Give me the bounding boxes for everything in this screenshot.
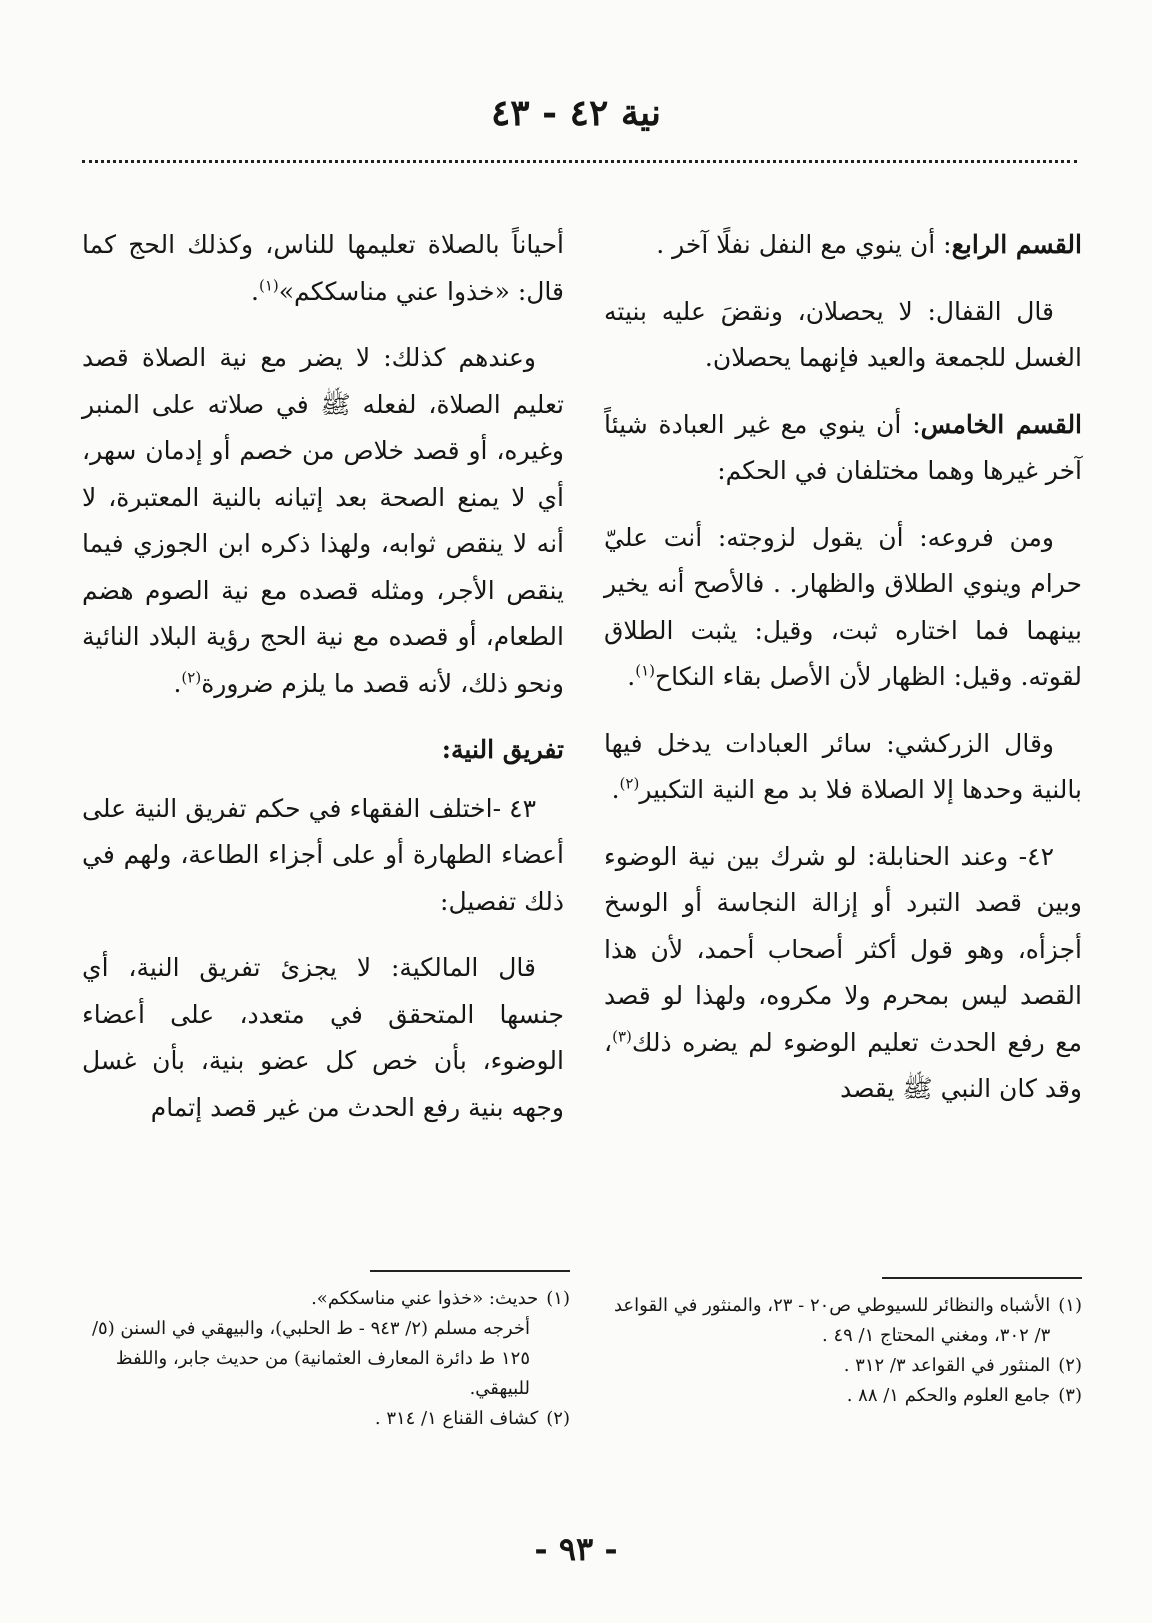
paragraph-ikhtalafa: ٤٣ -اختلف الفقهاء في حكم تفريق النية على أعضاء الطهارة أو على أجزاء الطاعة، ولهم في ذلك تفصيل:	[82, 793, 564, 916]
paragraph-text: وقال الزركشي: سائر العبادات يدخل فيها بالنية وحدها إلا الصلاة فلا بد مع النية التكبير	[604, 728, 1082, 804]
paragraph-text: ومن فروعه: أن يقول لزوجته: أنت عليّ حرام وينوي الطلاق والظهار. . فالأصح أنه يخير بينهما فما اختاره ثبت، وقيل: يثبت الطلاق لقوته. وقيل: الظهار لأن الأصل بقاء النكاح	[604, 522, 1082, 691]
footnote-text: حديث: «خذوا عني مناسككم».	[311, 1288, 539, 1309]
paragraph-qism-rabi	[604, 222, 1082, 269]
footnote-number: (١)	[546, 1288, 570, 1309]
footnote-ref: (٣)	[612, 1027, 632, 1046]
section-label: القسم الخامس	[920, 409, 1083, 439]
paragraph-end: ، وقد كان النبي ﷺ يقصد	[604, 1027, 1082, 1103]
page-number: - ٩٣ -	[534, 1530, 618, 1568]
right-column	[604, 222, 1082, 1133]
paragraph-end: .	[611, 775, 620, 804]
footnote-continuation: أخرجه مسلم (٢/ ٩٤٣ - ط الحلبي)، والبيهقي في السنن (٥/ ١٢٥ ط دائرة المعارف العثمانية) من حديث جابر، واللفظ للبيهقي.	[91, 1318, 530, 1399]
paragraph-end: .	[627, 662, 636, 691]
footnote-text: كشاف القناع ١/ ٣١٤ .	[374, 1408, 539, 1429]
footnotes-right	[604, 1277, 1082, 1411]
paragraph-text: : أن ينوي مع غير العبادة شيئاً آخر غيرها وهما مختلفان في الحكم:	[604, 409, 1082, 485]
footnote-text: جامع العلوم والحكم ١/ ٨٨ .	[846, 1385, 1051, 1406]
footnote-ref: (١)	[258, 276, 279, 295]
footnotes-left	[82, 1270, 570, 1434]
footnote-text: الأشباه والنظائر للسيوطي ص٢٠ - ٢٣، والمنثور في القواعد ٣/ ٣٠٢، ومغني المحتاج ١/ ٤٩ .	[613, 1295, 1051, 1346]
footnote-ref: (٢)	[181, 668, 202, 687]
paragraph-text: ٤٢- وعند الحنابلة: لو شرك بين نية الوضوء وبين قصد التبرد أو إزالة النجاسة أو الوسخ أجزأه، وهو قول أكثر أصحاب أحمد، لأن هذا القصد ليس بمحرم ولا مكروه، ولهذا لو قصد مع رفع الحدث تعليم الوضوء لم يضره ذلك	[604, 841, 1082, 1057]
footnote-ref: (٢)	[619, 774, 640, 793]
paragraph-malikiyya: قال المالكية: لا يجزئ تفريق النية، أي جنسها المتحقق في متعدد، على أعضاء الوضوء، بأن خص كل عضو بنية، بأن غسل وجهه بنية رفع الحدث من غير قصد إتمام	[82, 953, 564, 1122]
footnote-rule	[370, 1270, 570, 1272]
footnote-text: المنثور في القواعد ٣/ ٣١٢ .	[843, 1355, 1051, 1376]
header-dotted-rule	[82, 160, 1077, 163]
paragraph-text: أحياناً بالصلاة تعليمها للناس، وكذلك الحج كما قال: «خذوا عني مناسككم»	[82, 230, 564, 306]
paragraph-qaffal: قال القفال: لا يحصلان، ونقضَ عليه بنيته الغسل للجمعة والعيد فإنهما يحصلان.	[604, 296, 1082, 372]
footnote-item	[604, 1381, 1082, 1411]
paragraph-zarkashi	[604, 721, 1082, 814]
paragraph-text: وعندهم كذلك: لا يضر مع نية الصلاة قصد تعليم الصلاة، لفعله ﷺ في صلاته على المنبر وغيره، أو قصد خلاص من خصم أو إدمان سهر، أي لا يمنع الصحة بعد إتيانه بالنية المعتبرة، لا أنه لا ينقص ثوابه، ولهذا ذكره ابن الجوزي فيما ينقص الأجر، ومثله قصده مع نية الصوم هضم الطعام، أو قصده مع نية الحج رؤية البلاد النائية ونحو ذلك، لأنه قصد ما يلزم ضرورة	[82, 343, 564, 698]
footnote-number: (١)	[1058, 1295, 1082, 1316]
footnote-rule	[882, 1277, 1082, 1279]
page-header-title: نية ٤٢ - ٤٣	[490, 92, 662, 134]
section-heading: تفريق النية:	[441, 735, 564, 764]
footnote-number: (٢)	[546, 1408, 570, 1429]
paragraph-qism-khamis	[604, 402, 1082, 495]
footnote-number: (٣)	[1058, 1385, 1082, 1406]
paragraph-end: .	[251, 276, 259, 306]
paragraph-hanabila	[604, 834, 1082, 1113]
footnote-ref: (١)	[635, 661, 655, 680]
footnote-number: (٢)	[1058, 1355, 1082, 1376]
left-column	[82, 222, 564, 1151]
paragraph-furuih	[604, 515, 1082, 701]
paragraph-end: .	[173, 668, 182, 698]
footnote-item	[604, 1351, 1082, 1381]
paragraph-text: : أن ينوي مع النفل نفلًا آخر .	[656, 230, 952, 259]
footnote-item	[82, 1404, 570, 1434]
paragraph-wa-indahum	[82, 335, 564, 707]
footnote-item	[82, 1284, 570, 1314]
footnote-item	[604, 1291, 1082, 1351]
paragraph-ahyanan	[82, 222, 564, 315]
section-label: القسم الرابع	[951, 230, 1082, 259]
